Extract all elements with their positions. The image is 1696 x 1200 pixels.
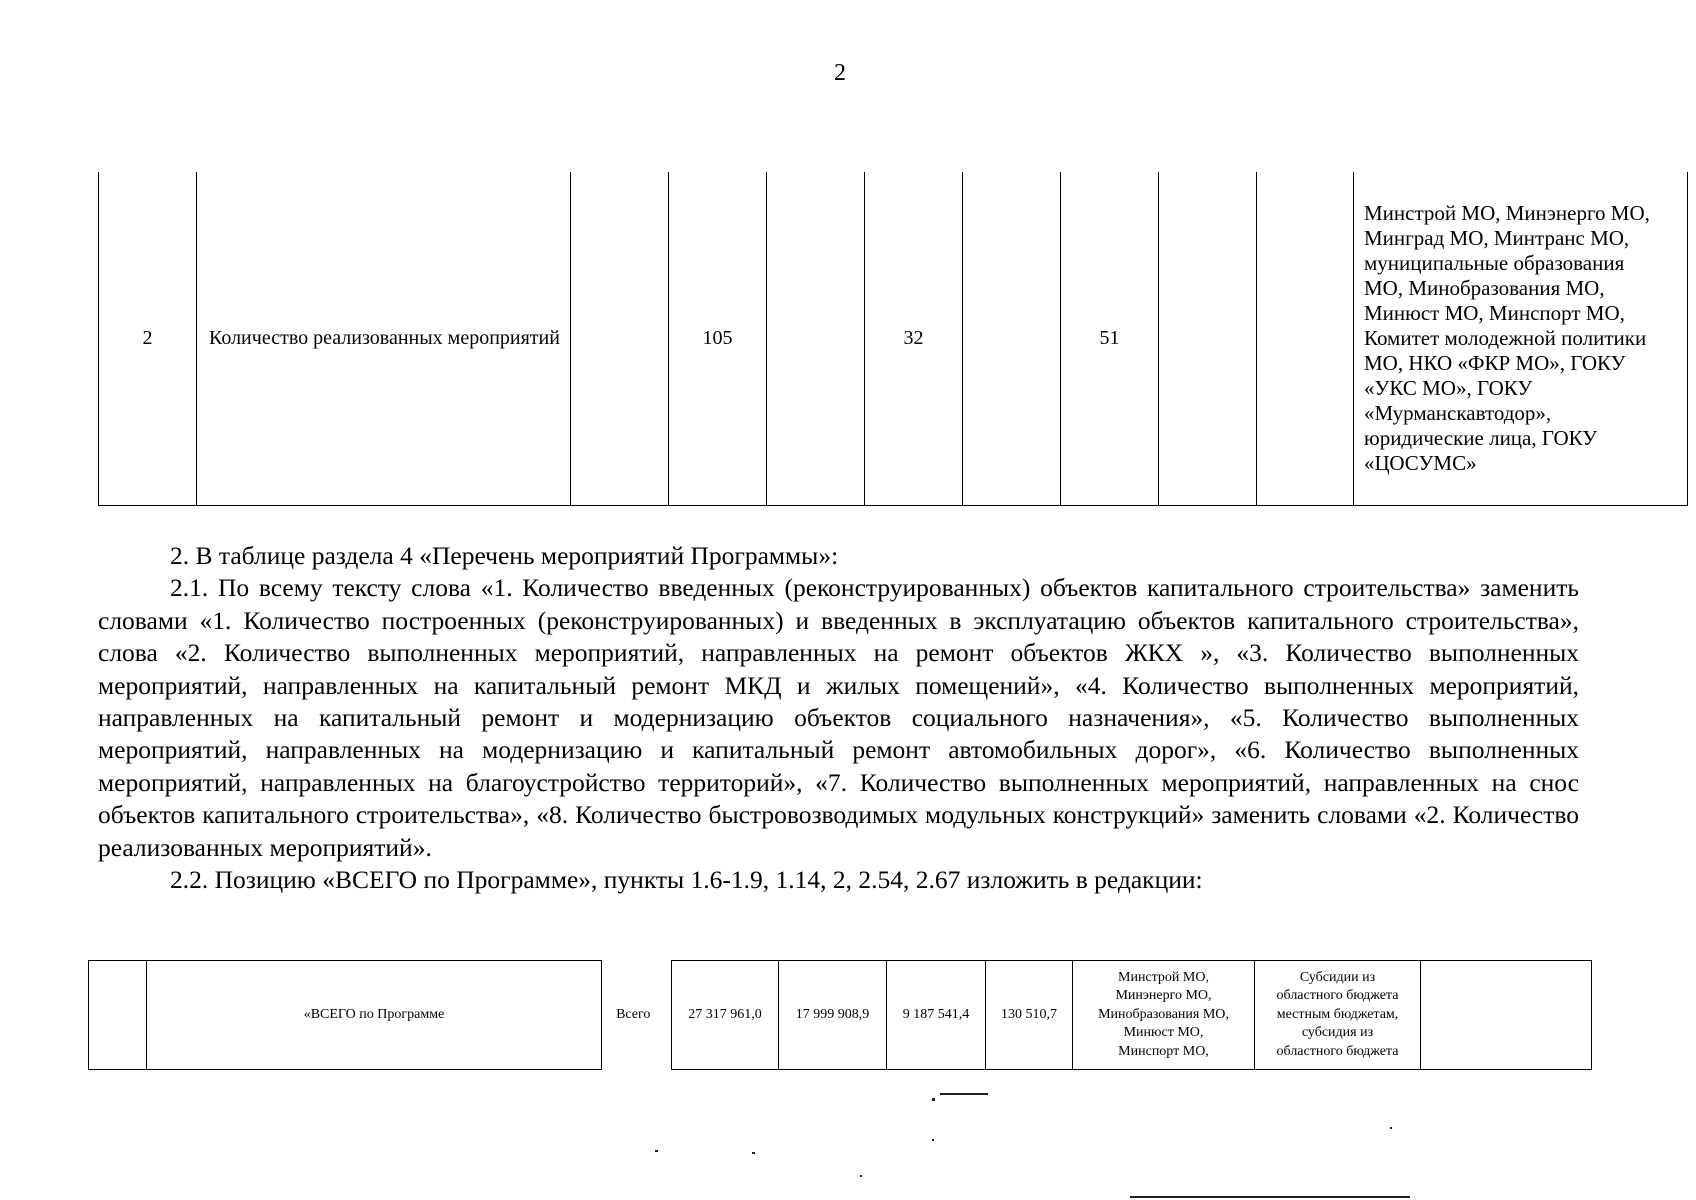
value-cell [767, 172, 865, 506]
scan-speck [655, 1150, 658, 1152]
executors-cell: Минстрой МО, Минэнерго МО, Минобразования МО, Минюст МО, Минспорт МО, [1073, 961, 1255, 1070]
scan-speck [932, 1098, 935, 1101]
indicators-table-fragment [98, 172, 1688, 506]
page-number: 2 [834, 60, 846, 86]
scan-speck [940, 1093, 988, 1095]
total-value-cell: 27 317 961,0 [672, 961, 779, 1070]
value-cell [571, 172, 669, 506]
value-cell: 32 [865, 172, 963, 506]
value-cell: 51 [1061, 172, 1159, 506]
value-cell: 130 510,7 [986, 961, 1073, 1070]
scan-speck [932, 1139, 934, 1141]
source-cell: Всего [616, 1006, 651, 1022]
executors-cell: Минстрой МО, Минэнерго МО, Минград МО, Минтранс МО, муниципальные образования МО, Минобразования МО, Минюст МО, Минспорт МО, Комитет молодежной политики МО, НКО «ФКР МО», ГОКУ «УКС МО», ГОКУ «Мурманскавтодор», юридические лица, ГОКУ «ЦОСУМС» [1354, 172, 1688, 506]
scan-speck [860, 1175, 862, 1177]
value-cell [1159, 172, 1257, 506]
row-number-cell: 2 [99, 172, 197, 506]
empty-cell [1421, 961, 1592, 1070]
program-measures-table-fragment [88, 960, 1592, 1070]
scan-speck [752, 1152, 755, 1154]
document-body [98, 540, 1579, 896]
table-row [99, 172, 1688, 506]
value-cell [1257, 172, 1354, 506]
paragraph-2-2: 2.2. Позицию «ВСЕГО по Программе», пункты 1.6-1.9, 1.14, 2, 2.54, 2.67 изложить в редакции: [170, 865, 1203, 895]
scan-speck [1390, 1127, 1392, 1129]
paragraph-2-1: 2.1. По всему тексту слова «1. Количество введенных (реконструированных) объектов капитального строительства» заменить словами «1. Количество построенных (реконструированных) и введенных в эксплуатацию объектов капитального строительства», слова «2. Количество выполненных мероприятий, направленных на ремонт объектов ЖКХ », «3. Количество выполненных мероприятий, направленных на капитальный ремонт МКД и жилых помещений», «4. Количество выполненных мероприятий, направленных на капитальный ремонт и модернизацию объектов социального назначения», «5. Количество выполненных мероприятий, направленных на модернизацию и капитальный ремонт автомобильных дорог», «6. Количество выполненных мероприятий, направленных на благоустройство территорий», «7. Количество выполненных мероприятий, направленных на снос объектов капитального строительства», «8. Количество быстровозводимых модульных конструкций» заменить словами «2. Количество реализованных мероприятий». [98, 573, 1579, 862]
scan-speck [1130, 1196, 1410, 1198]
value-cell [963, 172, 1061, 506]
paragraph-2: 2. В таблице раздела 4 «Перечень мероприятий Программы»: [170, 541, 839, 570]
value-cell: 9 187 541,4 [887, 961, 986, 1070]
value-cell: 17 999 908,9 [779, 961, 887, 1070]
indicator-name-cell: Количество реализованных мероприятий [197, 172, 571, 506]
row-number-cell [89, 961, 147, 1070]
value-cell: 105 [669, 172, 767, 506]
funding-cell: Субсидии из областного бюджета местным бюджетам, субсидия из областного бюджета [1255, 961, 1421, 1070]
spacer-cell [665, 961, 672, 1070]
table-row [89, 961, 1592, 1070]
measure-name-cell: «ВСЕГО по Программе [147, 961, 602, 1070]
